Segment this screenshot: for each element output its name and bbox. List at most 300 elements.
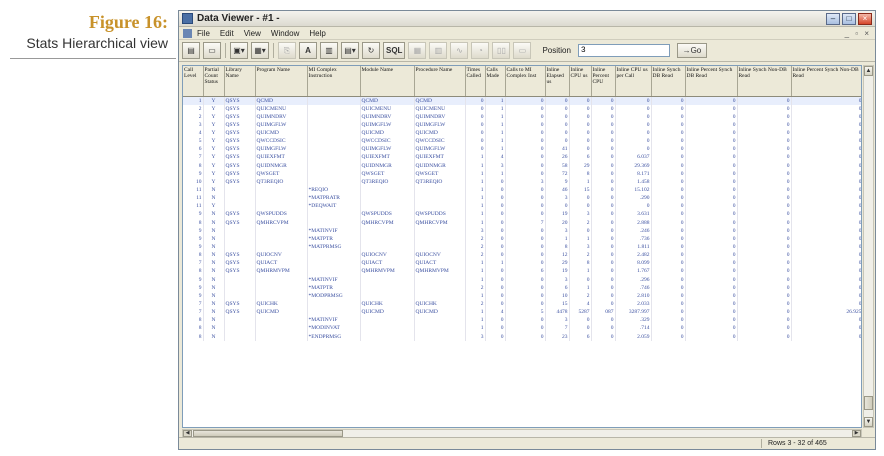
column-header[interactable]: Procedure Name <box>414 66 465 96</box>
table-cell: 0 <box>505 96 545 105</box>
table-cell: 0 <box>737 316 791 324</box>
font-icon[interactable]: A <box>299 42 317 59</box>
table-row[interactable] <box>183 96 862 105</box>
table-cell: 0 <box>791 178 862 186</box>
table-cell: QWSPUDDS <box>255 210 307 218</box>
table-cell: 0 <box>485 316 505 324</box>
table-cell: 29.369 <box>615 161 651 169</box>
table-cell: 0 <box>685 332 737 340</box>
table-cell: 0 <box>545 105 569 113</box>
table-cell: QUIMGFLW <box>360 145 414 153</box>
table-cell <box>255 235 307 243</box>
table-cell: 0 <box>485 324 505 332</box>
table-cell: 0 <box>737 113 791 121</box>
table-cell: 8 <box>183 316 203 324</box>
table-cell: QSYS <box>224 105 255 113</box>
table-cell: 0 <box>545 202 569 210</box>
table-cell: 0 <box>791 218 862 226</box>
table-cell: 0 <box>791 153 862 161</box>
column-header[interactable]: Inline Percent Synch Non-DB Read <box>791 66 862 96</box>
table-cell: 9 <box>545 178 569 186</box>
table-cell: *MATPTR <box>307 235 360 243</box>
title-bar[interactable] <box>179 11 875 27</box>
menu-help[interactable]: Help <box>309 28 326 38</box>
table-cell: 0 <box>685 170 737 178</box>
filter-icon[interactable]: ▤▾ <box>341 42 359 59</box>
horizontal-scroll-thumb[interactable] <box>193 430 343 437</box>
grid-body <box>183 96 862 341</box>
table-cell: *MATINVIF <box>307 316 360 324</box>
table-cell: 26 <box>545 153 569 161</box>
table-cell <box>255 186 307 194</box>
close-button[interactable]: × <box>858 13 872 25</box>
table-row[interactable] <box>183 178 862 186</box>
table-cell: 11 <box>183 186 203 194</box>
table-cell: 1 <box>569 235 591 243</box>
table-cell: 9 <box>183 243 203 251</box>
vertical-scrollbar[interactable] <box>863 65 874 428</box>
table-cell: 0 <box>791 316 862 324</box>
line-chart-icon[interactable]: ∿ <box>450 42 468 59</box>
table-cell: 0 <box>591 227 615 235</box>
bar-chart-icon[interactable]: ▥ <box>429 42 447 59</box>
table-cell: 0 <box>569 137 591 145</box>
table-cell: 0 <box>615 129 651 137</box>
position-input[interactable]: 3 <box>578 44 670 57</box>
table-cell: 1 <box>465 267 485 275</box>
table-cell: 0 <box>685 243 737 251</box>
table-row[interactable] <box>183 121 862 129</box>
table-cell: 0 <box>791 267 862 275</box>
table-cell: 0 <box>685 251 737 259</box>
table-cell: 0 <box>737 227 791 235</box>
table-cell: 4 <box>569 300 591 308</box>
table-cell <box>307 218 360 226</box>
table-cell: 0 <box>791 113 862 121</box>
table-cell: N <box>203 316 224 324</box>
table-cell: QSYS <box>224 153 255 161</box>
rows-icon[interactable]: ▭ <box>513 42 531 59</box>
table-row[interactable] <box>183 145 862 153</box>
table-cell: 0 <box>505 145 545 153</box>
table-cell: 41 <box>545 145 569 153</box>
pie-chart-icon[interactable]: ◔ <box>471 42 489 59</box>
table-row[interactable] <box>183 275 862 283</box>
column-header[interactable]: Partial Count Status <box>203 66 224 96</box>
table-row[interactable] <box>183 316 862 324</box>
table-cell: 0 <box>737 332 791 340</box>
table-cell <box>224 243 255 251</box>
export-icon[interactable]: ▦▾ <box>251 42 269 59</box>
column-header[interactable]: Inline Synch Non-DB Read <box>737 66 791 96</box>
column-header[interactable]: Call Level <box>183 66 203 96</box>
table-cell: 2 <box>465 235 485 243</box>
table-cell <box>224 324 255 332</box>
table-cell <box>224 332 255 340</box>
table-cell: 0 <box>737 235 791 243</box>
menu-file[interactable]: File <box>197 28 210 38</box>
table-cell: 58 <box>545 161 569 169</box>
table-cell: N <box>203 218 224 226</box>
table-cell: .746 <box>615 284 651 292</box>
table-cell: 0 <box>737 170 791 178</box>
table-cell: .714 <box>615 324 651 332</box>
column-header[interactable]: Inline CPU us per Call <box>615 66 651 96</box>
table-cell: 0 <box>505 121 545 129</box>
table-cell: QUIMGFLW <box>414 121 465 129</box>
table-row[interactable] <box>183 284 862 292</box>
table-cell: 29 <box>545 259 569 267</box>
table-cell: 0 <box>651 316 685 324</box>
table-cell <box>224 194 255 202</box>
table-cell: 0 <box>591 243 615 251</box>
table-cell: 2 <box>183 113 203 121</box>
refresh-icon[interactable]: ↻ <box>362 42 380 59</box>
table-cell: N <box>203 275 224 283</box>
minimize-button[interactable]: – <box>826 13 840 25</box>
table-cell: 0 <box>651 227 685 235</box>
table-cell <box>255 227 307 235</box>
table-row[interactable] <box>183 153 862 161</box>
table-cell: 0 <box>737 186 791 194</box>
table-cell <box>414 227 465 235</box>
table-cell: 0 <box>791 170 862 178</box>
table-cell: 0 <box>505 129 545 137</box>
table-row[interactable] <box>183 129 862 137</box>
scroll-left-icon[interactable]: ◀ <box>183 430 192 437</box>
table-cell: QSYS <box>224 161 255 169</box>
table-cell: 9 <box>183 275 203 283</box>
table-cell: 0 <box>569 227 591 235</box>
table-cell: QSYS <box>224 96 255 105</box>
table-cell: QWSGET <box>255 170 307 178</box>
table-cell: 0 <box>651 259 685 267</box>
menu-view[interactable]: View <box>243 28 261 38</box>
table-cell: 3287.997 <box>615 308 651 316</box>
table-cell: 11 <box>183 202 203 210</box>
table-cell: 1 <box>183 96 203 105</box>
table-cell: QSYS <box>224 113 255 121</box>
table-row[interactable] <box>183 235 862 243</box>
table-cell: 0 <box>485 300 505 308</box>
table-cell: 1 <box>465 275 485 283</box>
table-cell: 0 <box>791 210 862 218</box>
table-cell <box>307 153 360 161</box>
table-cell <box>255 275 307 283</box>
table-cell <box>414 324 465 332</box>
table-cell: 0 <box>545 96 569 105</box>
table-cell: 0 <box>685 308 737 316</box>
table-cell: 0 <box>505 316 545 324</box>
column-header[interactable]: Library Name <box>224 66 255 96</box>
table-cell: 0 <box>485 332 505 340</box>
table-cell: 0 <box>591 121 615 129</box>
table-cell: 0 <box>505 259 545 267</box>
table-cell: QUICMD <box>255 308 307 316</box>
maximize-button[interactable]: □ <box>842 13 856 25</box>
table-cell <box>255 284 307 292</box>
table-row[interactable] <box>183 251 862 259</box>
table-cell: 7 <box>183 300 203 308</box>
table-cell <box>414 202 465 210</box>
table-cell: 0 <box>465 105 485 113</box>
table-cell: 6 <box>505 267 545 275</box>
table-cell: 0 <box>465 129 485 137</box>
columns-icon[interactable]: ▯▯ <box>492 42 510 59</box>
table-cell: QMHRMVPM <box>255 267 307 275</box>
table-cell <box>360 332 414 340</box>
table-cell: QSYS <box>224 178 255 186</box>
copy-icon[interactable]: ⎘ <box>278 42 296 59</box>
table-cell <box>360 202 414 210</box>
table-cell: N <box>203 292 224 300</box>
table-cell: 0 <box>569 275 591 283</box>
table-cell: QUIOCNV <box>360 251 414 259</box>
table-cell: Y <box>203 145 224 153</box>
table-cell: 0 <box>685 113 737 121</box>
table-cell: 0 <box>505 170 545 178</box>
position-label: Position <box>542 46 571 55</box>
table-cell: 1 <box>465 292 485 300</box>
table-cell: QUICMD <box>414 129 465 137</box>
table-cell: 1 <box>485 170 505 178</box>
table-cell: 0 <box>569 316 591 324</box>
table-cell: 0 <box>651 332 685 340</box>
table-cell: 8.171 <box>615 170 651 178</box>
table-row[interactable] <box>183 202 862 210</box>
table-cell: 0 <box>485 275 505 283</box>
table-cell: 1 <box>485 129 505 137</box>
table-cell: 0 <box>737 259 791 267</box>
table-cell: QWSPUDDS <box>414 210 465 218</box>
table-row[interactable] <box>183 308 862 316</box>
table-cell: 087 <box>591 308 615 316</box>
table-cell: QUIEXFMT <box>255 153 307 161</box>
table-cell: 1 <box>465 161 485 169</box>
scroll-up-icon[interactable]: ▲ <box>865 68 872 74</box>
table-cell <box>255 316 307 324</box>
table-cell: QUIOCNV <box>414 251 465 259</box>
table-row[interactable] <box>183 186 862 194</box>
table-cell: 0 <box>505 251 545 259</box>
column-header[interactable]: MI Complex Instruction <box>307 66 360 96</box>
table-cell: 0 <box>685 235 737 243</box>
table-cell: 8 <box>545 243 569 251</box>
table-cell: 0 <box>791 227 862 235</box>
table-cell: QUIMGFLW <box>255 145 307 153</box>
table-row[interactable] <box>183 300 862 308</box>
caption-rule <box>10 58 176 59</box>
table-cell: N <box>203 210 224 218</box>
table-cell: 0 <box>485 251 505 259</box>
table-row[interactable] <box>183 332 862 340</box>
table-cell: 0 <box>591 316 615 324</box>
column-header[interactable]: Inline Percent Synch DB Read <box>685 66 737 96</box>
table-cell: 2.810 <box>615 292 651 300</box>
table-cell: 1 <box>485 113 505 121</box>
column-header[interactable]: Inline Synch DB Read <box>651 66 685 96</box>
table-cell: 0 <box>505 105 545 113</box>
chart-icon[interactable]: ▥ <box>320 42 338 59</box>
table-cell: 0 <box>737 121 791 129</box>
table-cell: QUICMD <box>360 129 414 137</box>
table-row[interactable] <box>183 259 862 267</box>
table-cell: 0 <box>485 210 505 218</box>
table-cell: QSYS <box>224 267 255 275</box>
table-cell <box>360 275 414 283</box>
table-cell: QSYS <box>224 210 255 218</box>
table-cell: 0 <box>791 121 862 129</box>
table-cell <box>255 194 307 202</box>
data-grid[interactable] <box>182 65 862 428</box>
table-cell: 0 <box>505 292 545 300</box>
table-cell: QCMD <box>414 96 465 105</box>
column-header[interactable]: Inline CPU us <box>569 66 591 96</box>
table-row[interactable] <box>183 210 862 218</box>
folder-icon[interactable]: ▭ <box>203 42 221 59</box>
table-cell <box>360 292 414 300</box>
menu-window[interactable]: Window <box>270 28 300 38</box>
column-header[interactable]: Calls Made <box>485 66 505 96</box>
table-cell <box>307 300 360 308</box>
column-header[interactable]: Inline Elapsed us <box>545 66 569 96</box>
table-cell: 1 <box>465 186 485 194</box>
table-cell: N <box>203 332 224 340</box>
table-row[interactable] <box>183 324 862 332</box>
save-icon[interactable]: ▣▾ <box>230 42 248 59</box>
table-row[interactable] <box>183 292 862 300</box>
table-cell: QSYS <box>224 129 255 137</box>
table-cell <box>255 243 307 251</box>
sql-button[interactable]: SQL <box>383 42 405 59</box>
table-cell: 0 <box>685 121 737 129</box>
table-row[interactable] <box>183 267 862 275</box>
table-cell: 6 <box>183 145 203 153</box>
table-cell: 8 <box>183 324 203 332</box>
table-cell: 0 <box>615 202 651 210</box>
scroll-down-icon[interactable]: ▼ <box>865 419 872 425</box>
table-cell: 0 <box>485 194 505 202</box>
table-cell <box>307 145 360 153</box>
table-cell <box>307 161 360 169</box>
table-cell: 0 <box>615 145 651 153</box>
table-cell <box>255 292 307 300</box>
table-cell: 0 <box>485 227 505 235</box>
table-cell: 0 <box>505 210 545 218</box>
column-header[interactable]: Calls to MI Complex Inst <box>505 66 545 96</box>
table-cell: 0 <box>651 267 685 275</box>
table-cell: N <box>203 186 224 194</box>
table-cell: 0 <box>651 121 685 129</box>
table-cell: N <box>203 324 224 332</box>
table-cell: 0 <box>737 251 791 259</box>
table-cell: 0 <box>485 267 505 275</box>
table-row[interactable] <box>183 243 862 251</box>
table-cell: 0 <box>737 267 791 275</box>
menu-edit[interactable]: Edit <box>219 28 234 38</box>
table-cell: 0 <box>591 218 615 226</box>
table-cell: QUIEXFMT <box>414 153 465 161</box>
open-icon[interactable]: ▤ <box>182 42 200 59</box>
table-cell: Y <box>203 153 224 161</box>
table-cell <box>414 275 465 283</box>
table-cell: 0 <box>591 251 615 259</box>
table-cell: Y <box>203 113 224 121</box>
table-cell: 0 <box>465 145 485 153</box>
child-window-controls-icon[interactable]: _ ▫ × <box>844 28 871 38</box>
table-cell: 0 <box>685 105 737 113</box>
table-row[interactable] <box>183 113 862 121</box>
table-cell: 1 <box>465 178 485 186</box>
table-cell: 0 <box>485 292 505 300</box>
table-cell: 2.888 <box>615 218 651 226</box>
table-cell: 0 <box>651 284 685 292</box>
table-cell: 0 <box>685 202 737 210</box>
table-cell: 1 <box>485 259 505 267</box>
table-cell: 0 <box>791 235 862 243</box>
scroll-right-icon[interactable]: ▶ <box>852 430 861 437</box>
table-cell: 0 <box>591 137 615 145</box>
table-cell: 7 <box>183 153 203 161</box>
table-cell: 0 <box>505 153 545 161</box>
table-row[interactable] <box>183 161 862 169</box>
table-cell: 0 <box>651 292 685 300</box>
column-header[interactable]: Module Name <box>360 66 414 96</box>
table-cell: 0 <box>651 145 685 153</box>
table-cell <box>307 178 360 186</box>
table-cell: QMHRCVPM <box>414 218 465 226</box>
table-cell: 8 <box>569 259 591 267</box>
table-cell: 0 <box>591 202 615 210</box>
go-button[interactable]: →Go <box>677 43 707 58</box>
table-cell: 26.925 <box>791 308 862 316</box>
table-cell: 0 <box>569 194 591 202</box>
table-cell <box>307 113 360 121</box>
table-row[interactable] <box>183 227 862 235</box>
table-cell <box>360 227 414 235</box>
table-cell <box>307 121 360 129</box>
column-header[interactable]: Inline Percent CPU <box>591 66 615 96</box>
table-cell: 0 <box>505 243 545 251</box>
table-row[interactable] <box>183 170 862 178</box>
table-cell: 2.033 <box>615 300 651 308</box>
column-header[interactable]: Times Called <box>465 66 485 96</box>
table-row[interactable] <box>183 218 862 226</box>
table-cell: 3 <box>485 161 505 169</box>
table-cell: 2 <box>183 105 203 113</box>
table-cell: 3 <box>545 316 569 324</box>
grid-view-icon[interactable]: ▦ <box>408 42 426 59</box>
table-cell: QMHRMVPM <box>414 267 465 275</box>
table-cell: 0 <box>791 186 862 194</box>
table-cell: 0 <box>505 186 545 194</box>
table-cell: 2 <box>569 292 591 300</box>
table-row[interactable] <box>183 137 862 145</box>
table-cell: 0 <box>791 105 862 113</box>
table-row[interactable] <box>183 194 862 202</box>
table-cell: QUIACT <box>414 259 465 267</box>
table-cell: 8 <box>569 170 591 178</box>
table-cell: 0 <box>737 161 791 169</box>
table-cell: 0 <box>591 235 615 243</box>
table-cell: QWCCDSIC <box>414 137 465 145</box>
table-cell: 8 <box>183 332 203 340</box>
table-cell: 9 <box>183 292 203 300</box>
table-row[interactable] <box>183 105 862 113</box>
column-header[interactable]: Program Name <box>255 66 307 96</box>
scroll-thumb[interactable] <box>864 396 873 410</box>
table-cell <box>307 251 360 259</box>
